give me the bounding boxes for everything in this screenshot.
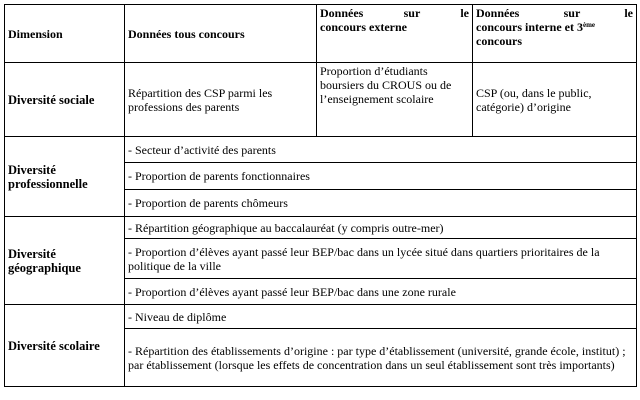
header-interne-line1: Données sur le bbox=[476, 6, 633, 20]
dimension-scolaire: Diversité scolaire bbox=[5, 305, 125, 387]
header-concours-interne bbox=[473, 5, 637, 63]
diversity-table bbox=[4, 4, 637, 387]
cell-sociale-tous: Répartition des CSP parmi les professions des parents bbox=[125, 63, 317, 137]
header-interne-line3: concours bbox=[476, 34, 522, 48]
item-professionnelle-3: - Proportion de parents chômeurs bbox=[125, 190, 637, 217]
dimension-professionnelle: Diversité professionnelle bbox=[5, 137, 125, 217]
dimension-sociale: Diversité sociale bbox=[5, 63, 125, 137]
cell-sociale-interne: CSP (ou, dans le public, catégorie) d’origine bbox=[473, 63, 637, 137]
item-professionnelle-1: - Secteur d’activité des parents bbox=[125, 137, 637, 163]
row-diversite-sociale bbox=[5, 63, 637, 137]
item-scolaire-1: - Niveau de diplôme bbox=[125, 305, 637, 329]
item-geographique-1: - Répartition géographique au baccalauréat (y compris outre-mer) bbox=[125, 217, 637, 239]
cell-sociale-externe: Proportion d’étudiants boursiers du CROUS ou de l’enseignement scolaire bbox=[317, 63, 473, 137]
row-diversite-professionnelle-1 bbox=[5, 137, 637, 163]
item-scolaire-2: - Répartition des établissements d’origine : par type d’établissement (université, grande école, institut) ; par établissement (lorsque les effets de concentration dans un seul établissement sont très importants) bbox=[125, 329, 637, 387]
header-externe-line1: Données sur le bbox=[320, 6, 469, 20]
dimension-geographique: Diversité géographique bbox=[5, 217, 125, 305]
header-concours-externe bbox=[317, 5, 473, 63]
header-tous-concours: Données tous concours bbox=[125, 5, 317, 63]
header-dimension: Dimension bbox=[5, 5, 125, 63]
row-diversite-scolaire-1 bbox=[5, 305, 637, 329]
header-interne-line2: concours interne et 3ème bbox=[476, 20, 596, 34]
header-row bbox=[5, 5, 637, 63]
header-externe-line2: concours externe bbox=[320, 20, 407, 34]
item-geographique-2: - Proportion d’élèves ayant passé leur BEP/bac dans un lycée situé dans quartiers prioritaires de la politique de la ville bbox=[125, 239, 637, 279]
document-page bbox=[4, 4, 636, 396]
item-professionnelle-2: - Proportion de parents fonctionnaires bbox=[125, 163, 637, 190]
item-geographique-3: - Proportion d’élèves ayant passé leur BEP/bac dans une zone rurale bbox=[125, 279, 637, 305]
row-diversite-geographique-1 bbox=[5, 217, 637, 239]
header-interne-sup: ème bbox=[582, 21, 596, 29]
